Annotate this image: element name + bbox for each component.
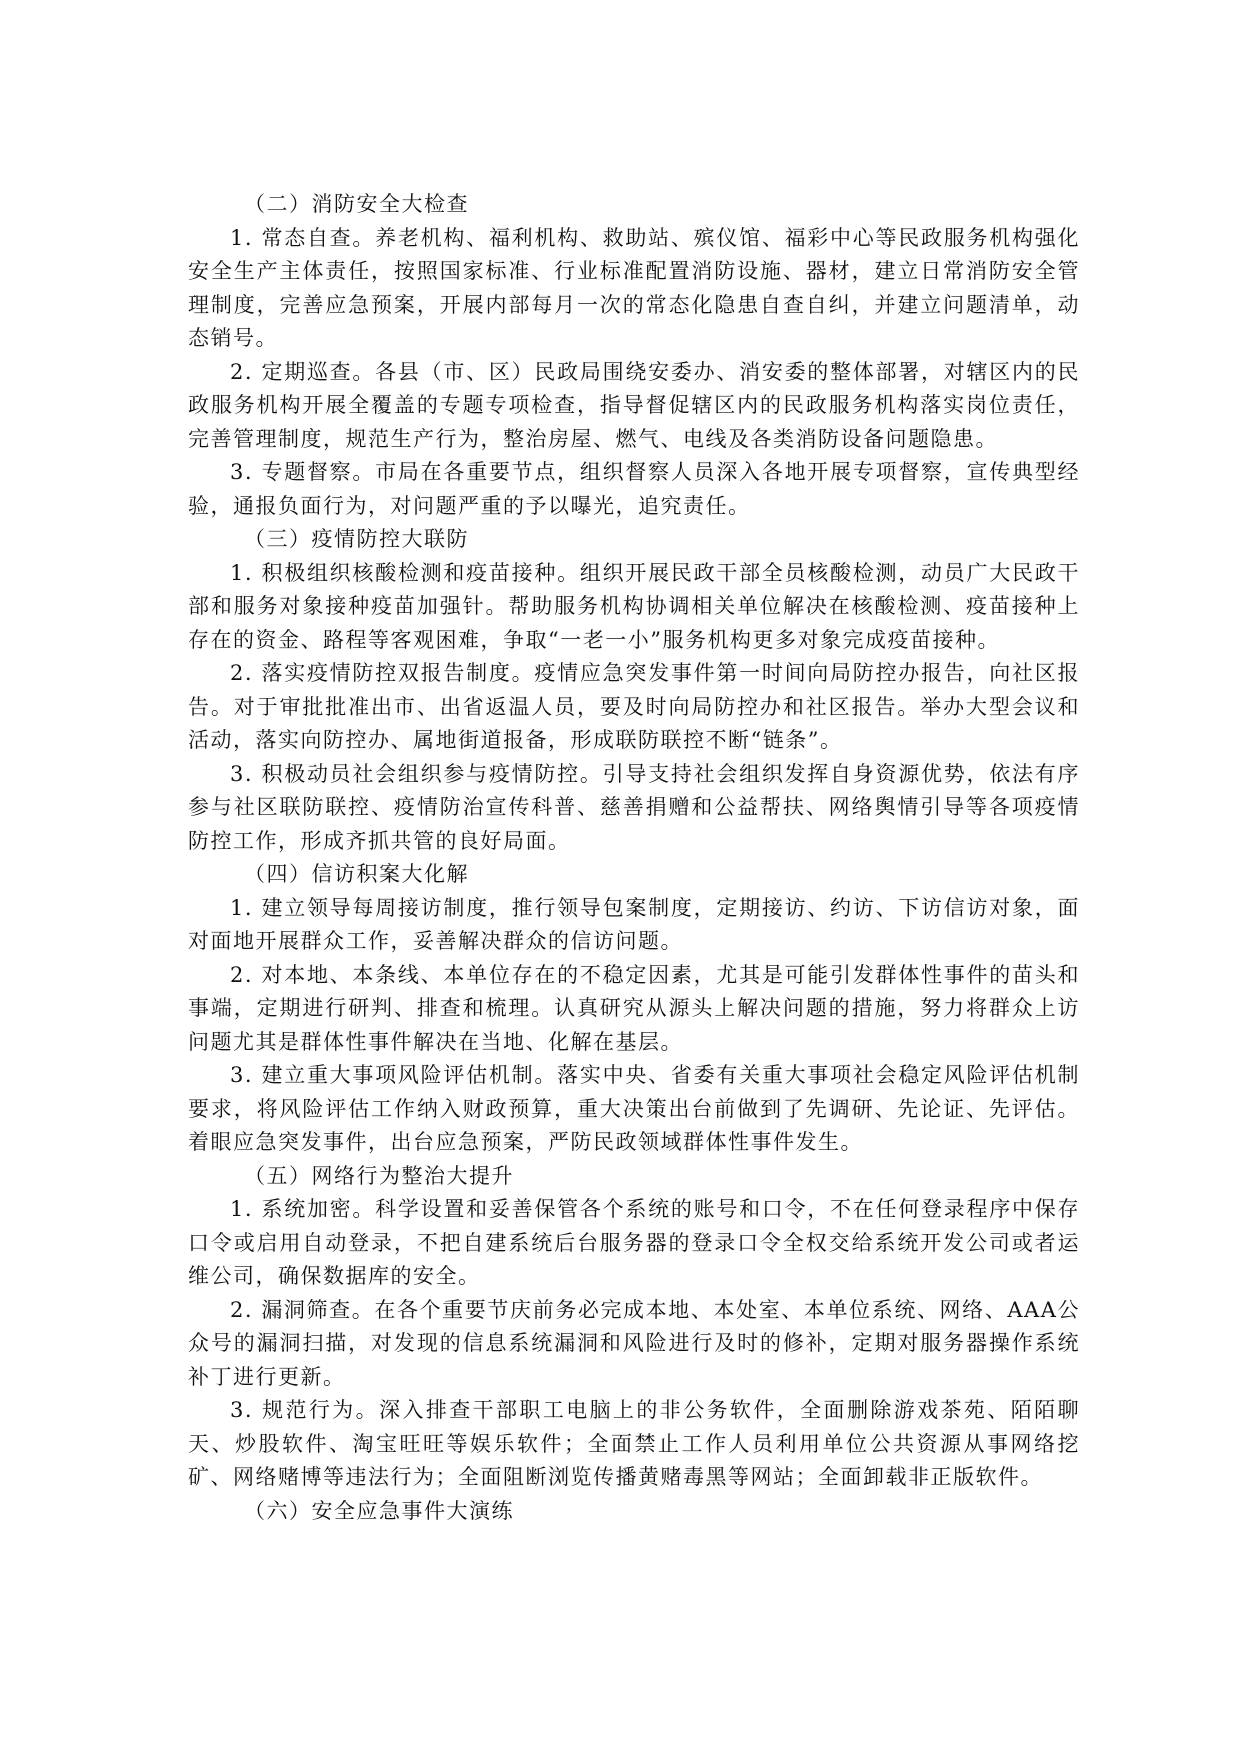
- body-paragraph: 2. 定期巡查。各县（市、区）民政局围绕安委办、消安委的整体部署，对辖区内的民政服务机构开展全覆盖的专题专项检查，指导督促辖区内的民政服务机构落实岗位责任，完善管理制度，规范生产行为，整治房屋、燃气、电线及各类消防设备问题隐患。: [188, 359, 1080, 451]
- body-paragraph: 1. 系统加密。科学设置和妥善保管各个系统的账号和口令，不在任何登录程序中保存口令或启用自动登录，不把自建系统后台服务器的登录口令全权交给系统开发公司或者运维公司，确保数据库的安全。: [188, 1197, 1080, 1288]
- body-paragraph: 3. 建立重大事项风险评估机制。落实中央、省委有关重大事项社会稳定风险评估机制要求，将风险评估工作纳入财政预算，重大决策出台前做到了先调研、先论证、先评估。着眼应急突发事件，出台应急预案，严防民政领域群体性事件发生。: [188, 1063, 1080, 1154]
- section-heading: （四）信访积案大化解: [244, 862, 469, 886]
- body-paragraph: 1. 建立领导每周接访制度，推行领导包案制度，定期接访、约访、下访信访对象，面对面地开展群众工作，妥善解决群众的信访问题。: [188, 895, 1080, 953]
- section-heading: （六）安全应急事件大演练: [244, 1498, 514, 1523]
- body-paragraph: 1. 积极组织核酸检测和疫苗接种。组织开展民政干部全员核酸检测，动员广大民政干部和服务对象接种疫苗加强针。帮助服务机构协调相关单位解决在核酸检测、疫苗接种上存在的资金、路程等客观困难，争取“一老一小”服务机构更多对象完成疫苗接种。: [188, 560, 1080, 652]
- body-paragraph: 2. 落实疫情防控双报告制度。疫情应急突发事件第一时间向局防控办报告，向社区报告。对于审批批准出市、出省返温人员，要及时向局防控办和社区报告。举办大型会议和活动，落实向防控办、属地街道报备，形成联防联控不断“链条”。: [188, 661, 1080, 752]
- body-paragraph: 2. 对本地、本条线、本单位存在的不稳定因素，尤其是可能引发群体性事件的苗头和事端，定期进行研判、排查和梳理。认真研究从源头上解决问题的措施，努力将群众上访问题尤其是群体性事件解决在当地、化解在基层。: [188, 962, 1080, 1054]
- body-paragraph: 1. 常态自查。养老机构、福利机构、救助站、殡仪馆、福彩中心等民政服务机构强化安全生产主体责任，按照国家标准、行业标准配置消防设施、器材，建立日常消防安全管理制度，完善应急预案，开展内部每月一次的常态化隐患自查自纠，并建立问题清单，动态销号。: [188, 225, 1080, 350]
- body-paragraph: 3. 规范行为。深入排查干部职工电脑上的非公务软件，全面删除游戏茶苑、陌陌聊天、炒股软件、淘宝旺旺等娱乐软件；全面禁止工作人员利用单位公共资源从事网络挖矿、网络赌博等违法行为；全面阻断浏览传播黄赌毒黑等网站；全面卸载非正版软件。: [188, 1398, 1080, 1489]
- body-paragraph: 3. 积极动员社会组织参与疫情防控。引导支持社会组织发挥自身资源优势，依法有序参与社区联防联控、疫情防治宣传科普、慈善捐赠和公益帮扶、网络舆情引导等各项疫情防控工作，形成齐抓共管的良好局面。: [188, 761, 1080, 853]
- body-paragraph: 3. 专题督察。市局在各重要节点，组织督察人员深入各地开展专项督察，宣传典型经验，通报负面行为，对问题严重的予以曝光，追究责任。: [188, 460, 1080, 518]
- document-body: [0, 188, 1240, 1528]
- section-heading: （二）消防安全大检查: [244, 192, 469, 216]
- body-paragraph: 2. 漏洞筛查。在各个重要节庆前务必完成本地、本处室、本单位系统、网络、AAA公众号的漏洞扫描，对发现的信息系统漏洞和风险进行及时的修补，定期对服务器操作系统补丁进行更新。: [188, 1297, 1080, 1389]
- section-heading: （三）疫情防控大联防: [244, 527, 469, 551]
- section-heading: （五）网络行为整治大提升: [244, 1163, 514, 1188]
